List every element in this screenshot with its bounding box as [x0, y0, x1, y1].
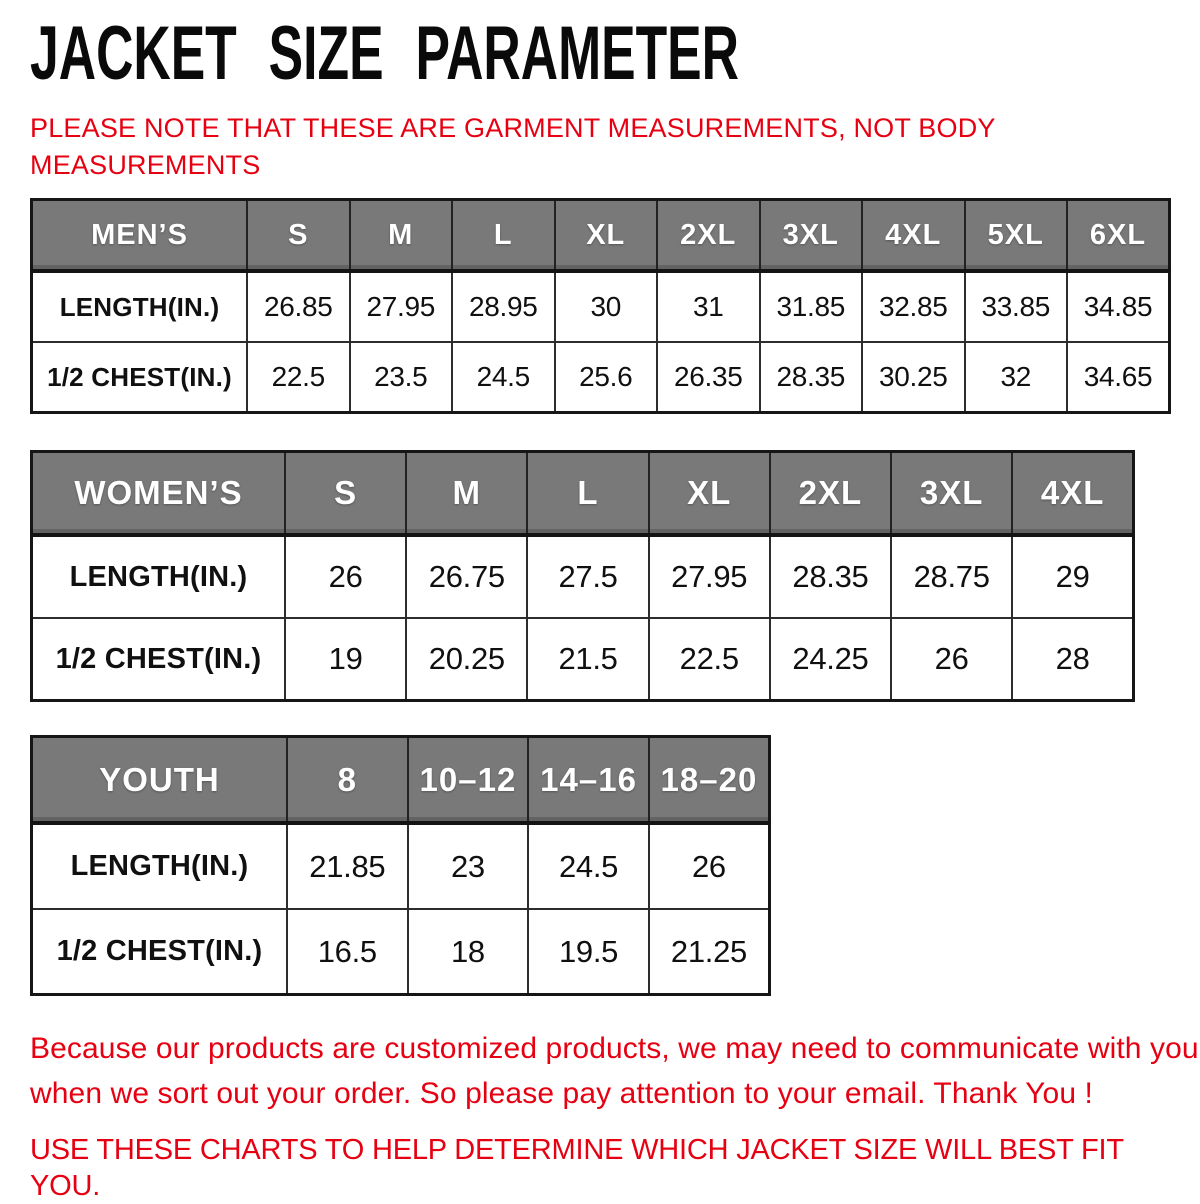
mens-size-header-cell: 3XL [760, 200, 863, 272]
womens-size-table [30, 450, 1200, 702]
mens-size-grid [30, 198, 1171, 414]
measurement-value-cell: 33.85 [965, 271, 1068, 342]
womens-size-header-cell: L [527, 452, 648, 536]
measurement-value-cell: 31 [657, 271, 760, 342]
mens-size-header-cell: XL [555, 200, 658, 272]
womens-size-header-cell: XL [649, 452, 770, 536]
page-title: JACKET SIZE PARAMETER [30, 11, 739, 96]
measurement-value-cell: 25.6 [555, 342, 658, 413]
womens-size-grid [30, 450, 1135, 702]
womens-size-header-cell: 4XL [1012, 452, 1133, 536]
measurement-value-cell: 24.5 [528, 823, 649, 909]
womens-size-header-cell: 3XL [891, 452, 1012, 536]
womens-size-header-cell: S [285, 452, 406, 536]
garment-measurement-note [30, 110, 1200, 184]
mens-size-header-cell: S [247, 200, 350, 272]
womens-table-title-cell: WOMEN’S [32, 452, 286, 536]
mens-header-row [32, 200, 1170, 272]
youth-measurement-row [32, 909, 770, 995]
youth-measurement-row [32, 823, 770, 909]
womens-measurement-row [32, 535, 1134, 618]
measurement-value-cell: 31.85 [760, 271, 863, 342]
youth-size-table [30, 735, 1200, 996]
youth-size-header-cell: 10–12 [408, 737, 529, 824]
usage-note: USE THESE CHARTS TO HELP DETERMINE WHICH JACKET SIZE WILL BEST FIT YOU. [30, 1134, 1124, 1202]
measurement-value-cell: 16.5 [287, 909, 408, 995]
measurement-value-cell: 32 [965, 342, 1068, 413]
customization-notice-line-1: Because our products are customized products, we may need to communicate with you [30, 1032, 1199, 1065]
measurement-value-cell: 27.95 [350, 271, 453, 342]
measurement-value-cell: 26 [891, 618, 1012, 701]
measurement-value-cell: 23.5 [350, 342, 453, 413]
measurement-value-cell: 21.85 [287, 823, 408, 909]
measurement-value-cell: 19 [285, 618, 406, 701]
womens-header-row [32, 452, 1134, 536]
womens-size-header-cell: 2XL [770, 452, 891, 536]
note-line-2: MEASUREMENTS [30, 150, 261, 180]
mens-table-title-cell: MEN’S [32, 200, 248, 272]
measurement-value-cell: 28.95 [452, 271, 555, 342]
measurement-value-cell: 26 [285, 535, 406, 618]
measurement-value-cell: 18 [408, 909, 529, 995]
mens-size-header-cell: 4XL [862, 200, 965, 272]
customization-notice [30, 1026, 1200, 1116]
measurement-row-label: 1/2 CHEST(IN.) [32, 342, 248, 413]
mens-size-header-cell: L [452, 200, 555, 272]
womens-measurement-row [32, 618, 1134, 701]
measurement-row-label: LENGTH(IN.) [32, 823, 288, 909]
measurement-value-cell: 28.35 [770, 535, 891, 618]
mens-size-header-cell: M [350, 200, 453, 272]
measurement-value-cell: 30.25 [862, 342, 965, 413]
youth-header-row [32, 737, 770, 824]
measurement-value-cell: 28.35 [760, 342, 863, 413]
measurement-value-cell: 27.95 [649, 535, 770, 618]
measurement-value-cell: 22.5 [649, 618, 770, 701]
youth-size-grid [30, 735, 771, 996]
measurement-value-cell: 26.85 [247, 271, 350, 342]
youth-size-header-cell: 8 [287, 737, 408, 824]
measurement-value-cell: 34.65 [1067, 342, 1170, 413]
measurement-value-cell: 29 [1012, 535, 1133, 618]
measurement-value-cell: 28.75 [891, 535, 1012, 618]
customization-notice-line-2: when we sort out your order. So please pay attention to your email. Thank You ! [30, 1077, 1093, 1110]
measurement-value-cell: 24.5 [452, 342, 555, 413]
measurement-row-label: LENGTH(IN.) [32, 535, 286, 618]
mens-size-table [30, 198, 1200, 414]
measurement-value-cell: 32.85 [862, 271, 965, 342]
measurement-value-cell: 30 [555, 271, 658, 342]
mens-size-header-cell: 2XL [657, 200, 760, 272]
measurement-value-cell: 26.35 [657, 342, 760, 413]
womens-size-header-cell: M [406, 452, 527, 536]
note-line-1: PLEASE NOTE THAT THESE ARE GARMENT MEASUREMENTS, NOT BODY [30, 113, 996, 143]
measurement-value-cell: 34.85 [1067, 271, 1170, 342]
mens-measurement-row [32, 271, 1170, 342]
measurement-value-cell: 23 [408, 823, 529, 909]
measurement-value-cell: 21.5 [527, 618, 648, 701]
measurement-value-cell: 26 [649, 823, 770, 909]
youth-size-header-cell: 18–20 [649, 737, 770, 824]
measurement-row-label: 1/2 CHEST(IN.) [32, 909, 288, 995]
measurement-value-cell: 24.25 [770, 618, 891, 701]
mens-measurement-row [32, 342, 1170, 413]
measurement-value-cell: 20.25 [406, 618, 527, 701]
measurement-value-cell: 26.75 [406, 535, 527, 618]
measurement-value-cell: 21.25 [649, 909, 770, 995]
youth-size-header-cell: 14–16 [528, 737, 649, 824]
mens-size-header-cell: 6XL [1067, 200, 1170, 272]
measurement-row-label: LENGTH(IN.) [32, 271, 248, 342]
measurement-value-cell: 22.5 [247, 342, 350, 413]
mens-size-header-cell: 5XL [965, 200, 1068, 272]
youth-table-title-cell: YOUTH [32, 737, 288, 824]
measurement-row-label: 1/2 CHEST(IN.) [32, 618, 286, 701]
measurement-value-cell: 28 [1012, 618, 1133, 701]
measurement-value-cell: 27.5 [527, 535, 648, 618]
measurement-value-cell: 19.5 [528, 909, 649, 995]
